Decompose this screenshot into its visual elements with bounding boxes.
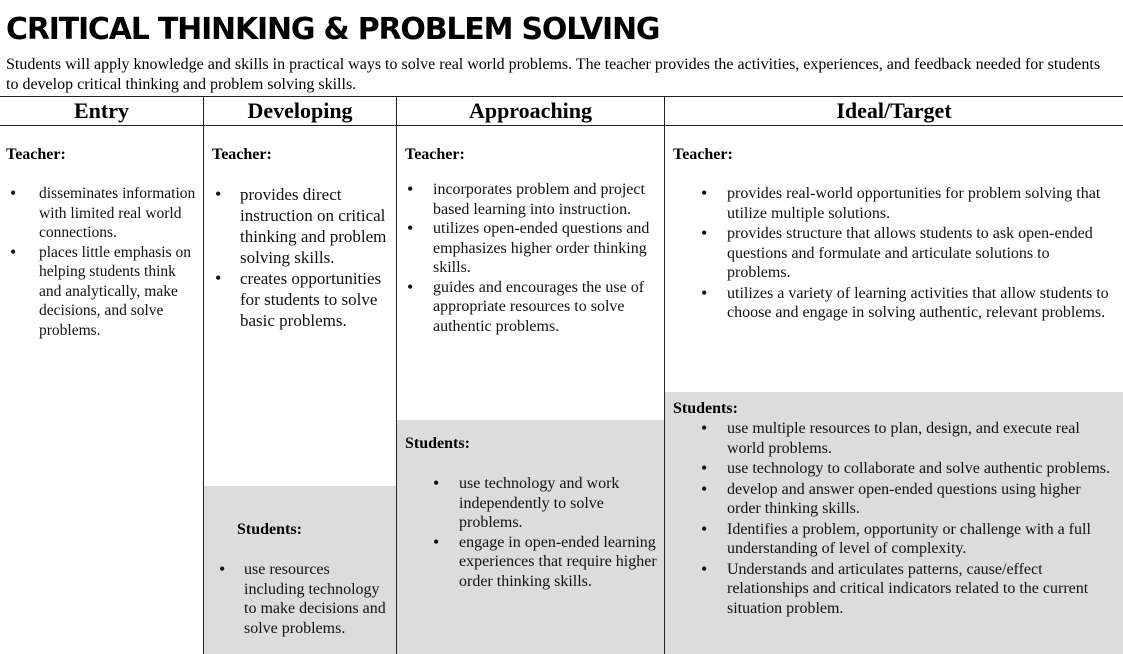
column-header-developing: Developing (247, 98, 353, 123)
ideal-teacher-list (699, 184, 1117, 323)
rubric-table (0, 96, 1123, 654)
approaching-teacher-list (405, 180, 660, 336)
list-item: • provides real-world opportunities for problem solving that utilize multiple solutions. (699, 184, 1117, 223)
list-item: • utilizes a variety of learning activities that allow students to choose and engage in solving authentic, relevant problems. (699, 284, 1117, 323)
list-item: • use resources including technology to make decisions and solve problems. (216, 560, 392, 638)
intro-paragraph: Students will apply knowledge and skills in practical ways to solve real world problems. The teacher provides the activities, experiences, and feedback needed for students to develop critical thinking and problem solving skills. (6, 56, 1101, 93)
column-divider (396, 96, 397, 654)
column-header-ideal: Ideal/Target (836, 98, 952, 123)
list-item: • places little emphasis on helping students think and analytically, make decisions, and solve problems. (6, 243, 196, 341)
teacher-label: Teacher: (405, 146, 465, 163)
header-bottom-rule (0, 125, 1123, 126)
students-label: Students: (237, 521, 302, 538)
list-item: • guides and encourages the use of appropriate resources to solve authentic problems. (405, 278, 660, 337)
developing-students-list (216, 560, 392, 638)
teacher-label: Teacher: (212, 146, 272, 163)
ideal-students-list (699, 419, 1117, 618)
list-item: • disseminates information with limited real world connections. (6, 184, 196, 243)
students-label: Students: (673, 400, 738, 417)
developing-teacher-list (212, 184, 390, 331)
page-title: CRITICAL THINKING & PROBLEM SOLVING (6, 12, 660, 47)
list-item: • incorporates problem and project based learning into instruction. (405, 180, 660, 219)
students-label: Students: (405, 435, 470, 452)
list-item: • creates opportunities for students to solve basic problems. (212, 268, 390, 331)
list-item: • provides direct instruction on critical thinking and problem solving skills. (212, 184, 390, 268)
column-header-approaching: Approaching (468, 98, 593, 123)
list-item: • Identifies a problem, opportunity or challenge with a full understanding of level of complexity. (699, 520, 1117, 559)
column-divider (664, 96, 665, 654)
entry-teacher-list (6, 184, 196, 340)
list-item: • provides structure that allows students to ask open-ended questions and formulate and articulate solutions to problems. (699, 224, 1117, 283)
approaching-students-list (431, 474, 660, 591)
column-header-entry: Entry (74, 98, 129, 123)
teacher-label: Teacher: (6, 146, 66, 163)
list-item: • use technology and work independently to solve problems. (431, 474, 660, 533)
list-item: • Understands and articulates patterns, cause/effect relationships and critical indicators related to the current situation problem. (699, 560, 1117, 619)
teacher-label: Teacher: (673, 146, 733, 163)
list-item: • use technology to collaborate and solve authentic problems. (699, 459, 1117, 479)
list-item: • utilizes open-ended questions and emphasizes higher order thinking skills. (405, 219, 660, 278)
list-item: • develop and answer open-ended questions using higher order thinking skills. (699, 480, 1117, 519)
column-divider (203, 96, 204, 654)
list-item: • use multiple resources to plan, design, and execute real world problems. (699, 419, 1117, 458)
list-item: • engage in open-ended learning experiences that require higher order thinking skills. (431, 533, 660, 592)
